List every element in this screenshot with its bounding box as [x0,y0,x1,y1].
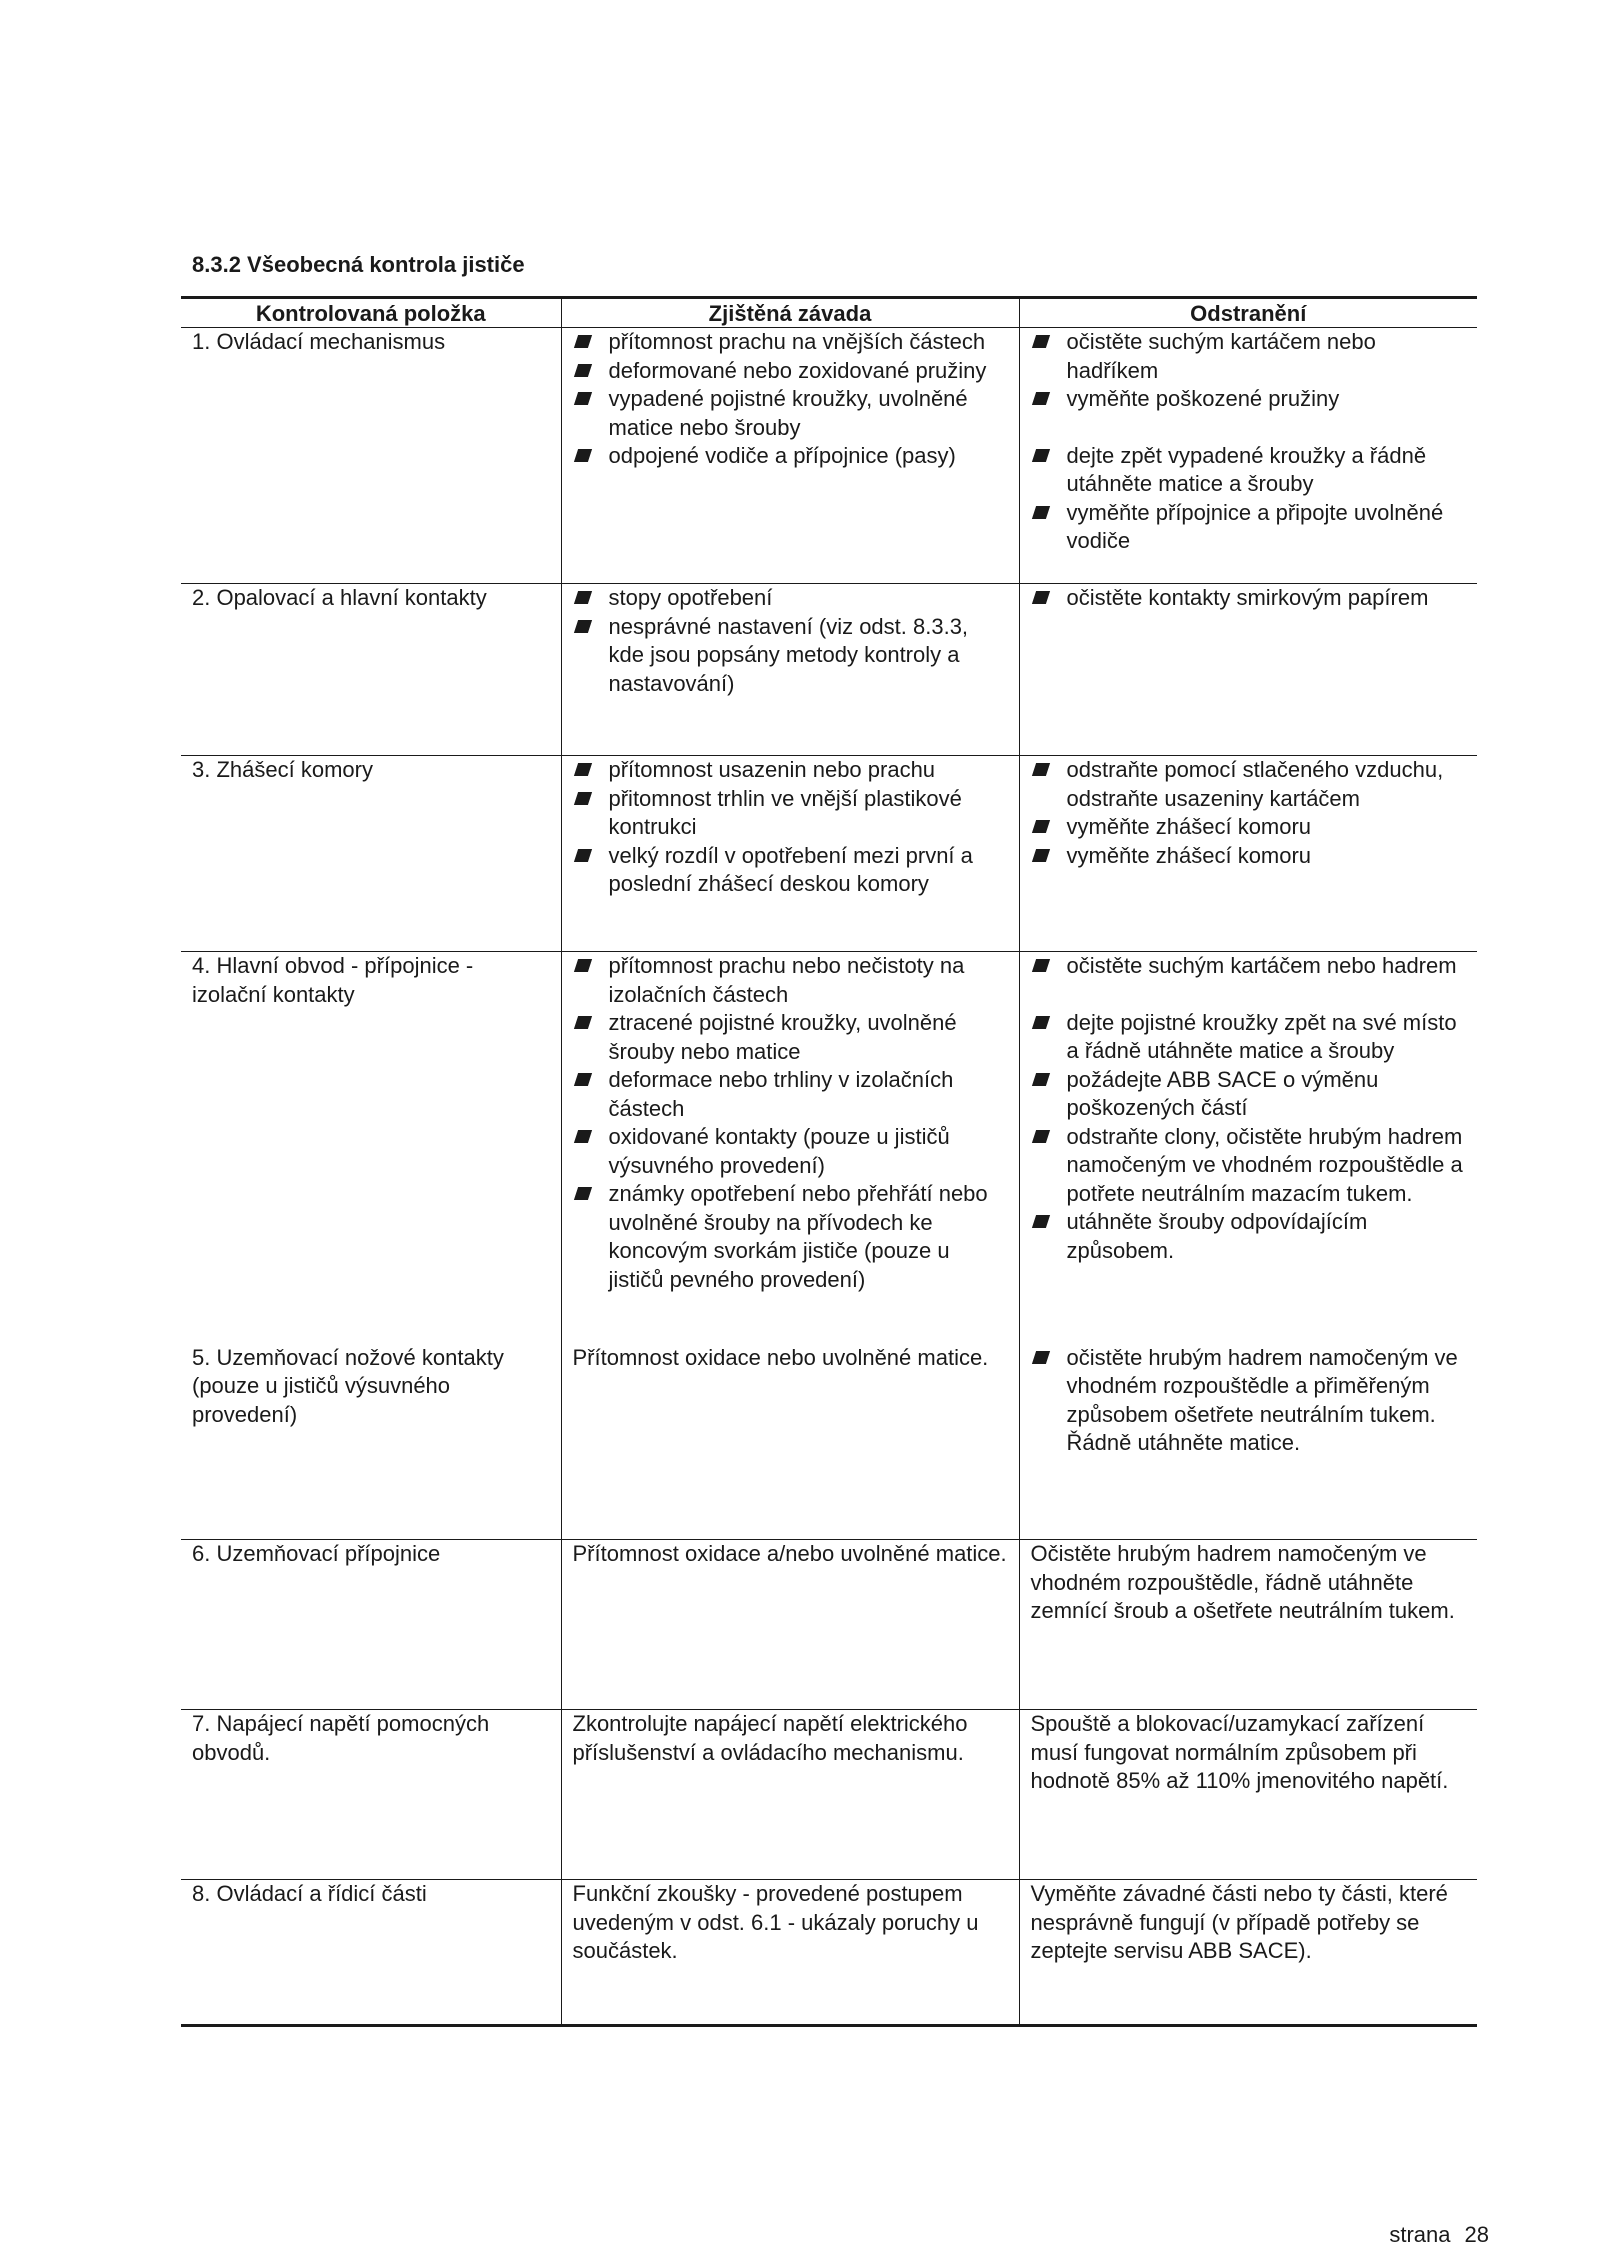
item-cell [181,1344,561,1540]
defect-cell [561,584,1019,756]
defect-text: přítomnost usazenin nebo prachu [608,757,936,782]
item-label: 4. Hlavní obvod - přípojnice - izolační kontakty [192,953,474,1007]
table-row [181,756,1477,952]
item-label: 7. Napájecí napětí pomocných obvodů. [192,1711,490,1765]
table-row [181,1710,1477,1880]
list-item [573,1009,1009,1066]
bullet-icon [573,392,591,405]
item-cell [181,328,561,584]
list-item [573,842,1009,899]
header-item: Kontrolovaná položka [181,298,561,328]
list-item [573,328,1009,357]
defect-cell [561,1344,1019,1540]
list-item [573,1180,1009,1294]
item-label: 1. Ovládací mechanismus [192,329,446,354]
fix-text: vyměňte zhášecí komoru [1066,814,1312,839]
fix-text: utáhněte šrouby odpovídajícím způsobem. [1066,1209,1368,1263]
defect-text: deformace nebo trhliny v izolačních částech [608,1067,954,1121]
list-item [573,613,1009,699]
list-item [1031,442,1468,499]
bullet-icon [1031,1016,1049,1029]
defect-text: přitomnost trhlin ve vnější plastikové kontrukci [608,785,962,839]
defect-text: Přítomnost oxidace a/nebo uvolněné matice. [572,1541,1007,1566]
list-item [573,952,1009,1009]
list-item [1031,328,1468,385]
bullet-icon [573,1073,591,1086]
list-item [1031,813,1468,842]
item-cell [181,756,561,952]
defect-text: odpojené vodiče a přípojnice (pasy) [608,443,956,468]
bullet-icon [1031,1351,1049,1364]
item-label: 3. Zhášecí komory [192,757,373,782]
table-header-row [181,298,1477,328]
bullet-icon [1031,392,1049,405]
list-item [1031,1066,1468,1123]
list-item [1031,756,1468,813]
bullet-icon [1031,763,1049,776]
bullet-icon [573,1130,591,1143]
item-cell [181,1710,561,1880]
list-item [573,584,1009,613]
fix-cell [1019,1344,1477,1540]
fix-cell [1019,952,1477,1344]
list-item [573,1066,1009,1123]
defect-text: přítomnost prachu nebo nečistoty na izolačních částech [608,953,965,1007]
section-title: 8.3.2 Všeobecná kontrola jističe [192,252,525,277]
bullet-icon [573,959,591,972]
fix-text: vyměňte přípojnice a připojte uvolněné vodiče [1066,499,1444,553]
defect-text: Přítomnost oxidace nebo uvolněné matice. [572,1344,989,1370]
fix-text: odstraňte clony, očistěte hrubým hadrem namočeným ve vhodném rozpouštědle a potřete neutrálním mazacím tukem. [1066,1123,1463,1206]
list-item [1031,952,1468,981]
fix-text: Vyměňte závadné části nebo ty části, které nesprávně fungují (v případě potřeby se zeptejte servisu ABB SACE). [1030,1881,1448,1963]
list-item [573,442,1009,471]
fix-text: očistěte hrubým hadrem namočeným ve vhodném rozpouštědle a přiměřeným způsobem ošetřete neutrálním tukem. Řádně utáhněte matice. [1066,1344,1458,1455]
page-label: strana [1389,2222,1451,2247]
defect-list [573,328,1009,471]
fix-cell [1019,1880,1477,2026]
bullet-icon [1031,1215,1049,1228]
defect-text: nesprávné nastavení (viz odst. 8.3.3, kde jsou popsány metody kontroly a nastavování) [608,613,969,696]
fix-text: očistěte suchým kartáčem nebo hadrem [1066,953,1457,978]
table-row [181,1344,1477,1540]
fix-cell [1019,1540,1477,1710]
bullet-icon [573,1187,591,1200]
fix-cell [1019,328,1477,584]
list-item [1031,1123,1468,1209]
inspection-table [181,296,1477,2027]
bullet-icon [1031,449,1049,462]
table-row [181,952,1477,1344]
bullet-icon [1031,1073,1049,1086]
table-row [181,584,1477,756]
fix-text: vyměňte zhášecí komoru [1066,842,1312,868]
bullet-icon [1031,849,1049,862]
list-item [573,756,1009,785]
list-item [573,785,1009,842]
bullet-icon [1031,591,1049,604]
fix-list [1031,1344,1468,1458]
list-item [573,357,1009,386]
list-item [1031,1208,1468,1265]
bullet-icon [573,763,591,776]
fix-text: dejte zpět vypadené kroužky a řádně utáhněte matice a šrouby [1066,442,1427,496]
list-item [1031,584,1468,613]
header-defect: Zjištěná závada [561,298,1019,328]
list-item [1031,1344,1468,1458]
list-item [1031,842,1468,871]
item-cell [181,584,561,756]
table-row [181,328,1477,584]
fix-text: očistěte kontakty smirkovým papírem [1066,585,1429,610]
defect-text: Funkční zkoušky - provedené postupem uvedeným v odst. 6.1 - ukázaly poruchy u součástek. [572,1881,979,1963]
bullet-icon [573,335,591,348]
bullet-icon [1031,1130,1049,1143]
defect-cell [561,328,1019,584]
bullet-icon [1031,959,1049,972]
defect-text: přítomnost prachu na vnějších částech [608,329,986,354]
fix-text: očistěte suchým kartáčem nebo hadříkem [1066,329,1376,383]
defect-cell [561,1540,1019,1710]
bullet-icon [573,620,591,633]
fix-text: odstraňte pomocí stlačeného vzduchu, odstraňte usazeniny kartáčem [1066,757,1444,811]
fix-text: požádejte ABB SACE o výměnu poškozených částí [1066,1066,1379,1120]
defect-text: velký rozdíl v opotřebení mezi první a poslední zhášecí deskou komory [608,842,973,896]
item-cell [181,1880,561,2026]
defect-list [573,756,1009,899]
defect-text: oxidované kontakty (pouze u jističů výsuvného provedení) [608,1124,950,1178]
bullet-icon [573,792,591,805]
list-item [1031,499,1468,556]
bullet-icon [1031,335,1049,348]
defect-cell [561,952,1019,1344]
defect-text: deformované nebo zoxidované pružiny [608,357,987,383]
table-row [181,1540,1477,1710]
bullet-icon [573,591,591,604]
fix-list [1031,756,1468,870]
fix-cell [1019,756,1477,952]
item-label: 5. Uzemňovací nožové kontakty (pouze u jističů výsuvného provedení) [192,1344,504,1427]
table-row [181,1880,1477,2026]
list-item [1031,385,1468,414]
defect-text: vypadené pojistné kroužky, uvolněné matice nebo šrouby [608,386,968,440]
fix-text: Spouště a blokovací/uzamykací zařízení musí fungovat normálním způsobem při hodnotě 85% až 110% jmenovitého napětí. [1030,1711,1449,1793]
defect-text: stopy opotřebení [608,585,773,610]
bullet-icon [573,849,591,862]
defect-cell [561,1710,1019,1880]
fix-cell [1019,1710,1477,1880]
fix-text: dejte pojistné kroužky zpět na své místo a řádně utáhněte matice a šrouby [1066,1009,1457,1063]
defect-cell [561,756,1019,952]
page-number: 28 [1464,2222,1489,2247]
item-cell [181,952,561,1344]
defect-list [573,584,1009,698]
defect-text: známky opotřebení nebo přehřátí nebo uvolněné šrouby na přívodech ke koncovým svorkám jističe (pouze u jističů pevného provedení) [608,1181,988,1292]
defect-list [573,952,1009,1294]
bullet-icon [573,449,591,462]
defect-text: Zkontrolujte napájecí napětí elektrického příslušenství a ovládacího mechanismu. [572,1711,968,1765]
fix-list [1031,584,1468,613]
page-footer [1389,2222,1489,2248]
list-item [573,1123,1009,1180]
bullet-icon [573,1016,591,1029]
list-item [573,385,1009,442]
header-fix: Odstranění [1019,298,1477,328]
fix-list [1031,328,1468,556]
bullet-icon [1031,506,1049,519]
item-label: 8. Ovládací a řídicí části [192,1881,427,1906]
item-label: 6. Uzemňovací přípojnice [192,1541,441,1566]
defect-text: ztracené pojistné kroužky, uvolněné šrouby nebo matice [608,1010,957,1064]
item-cell [181,1540,561,1710]
bullet-icon [1031,820,1049,833]
fix-list [1031,952,1468,1265]
item-label: 2. Opalovací a hlavní kontakty [192,585,487,610]
fix-text: Očistěte hrubým hadrem namočeným ve vhodném rozpouštědle, řádně utáhněte zemnící šroub a ošetřete neutrálním tukem. [1030,1541,1455,1623]
list-item [1031,1009,1468,1066]
fix-text: vyměňte poškozené pružiny [1066,386,1340,411]
fix-cell [1019,584,1477,756]
defect-cell [561,1880,1019,2026]
bullet-icon [573,364,591,377]
